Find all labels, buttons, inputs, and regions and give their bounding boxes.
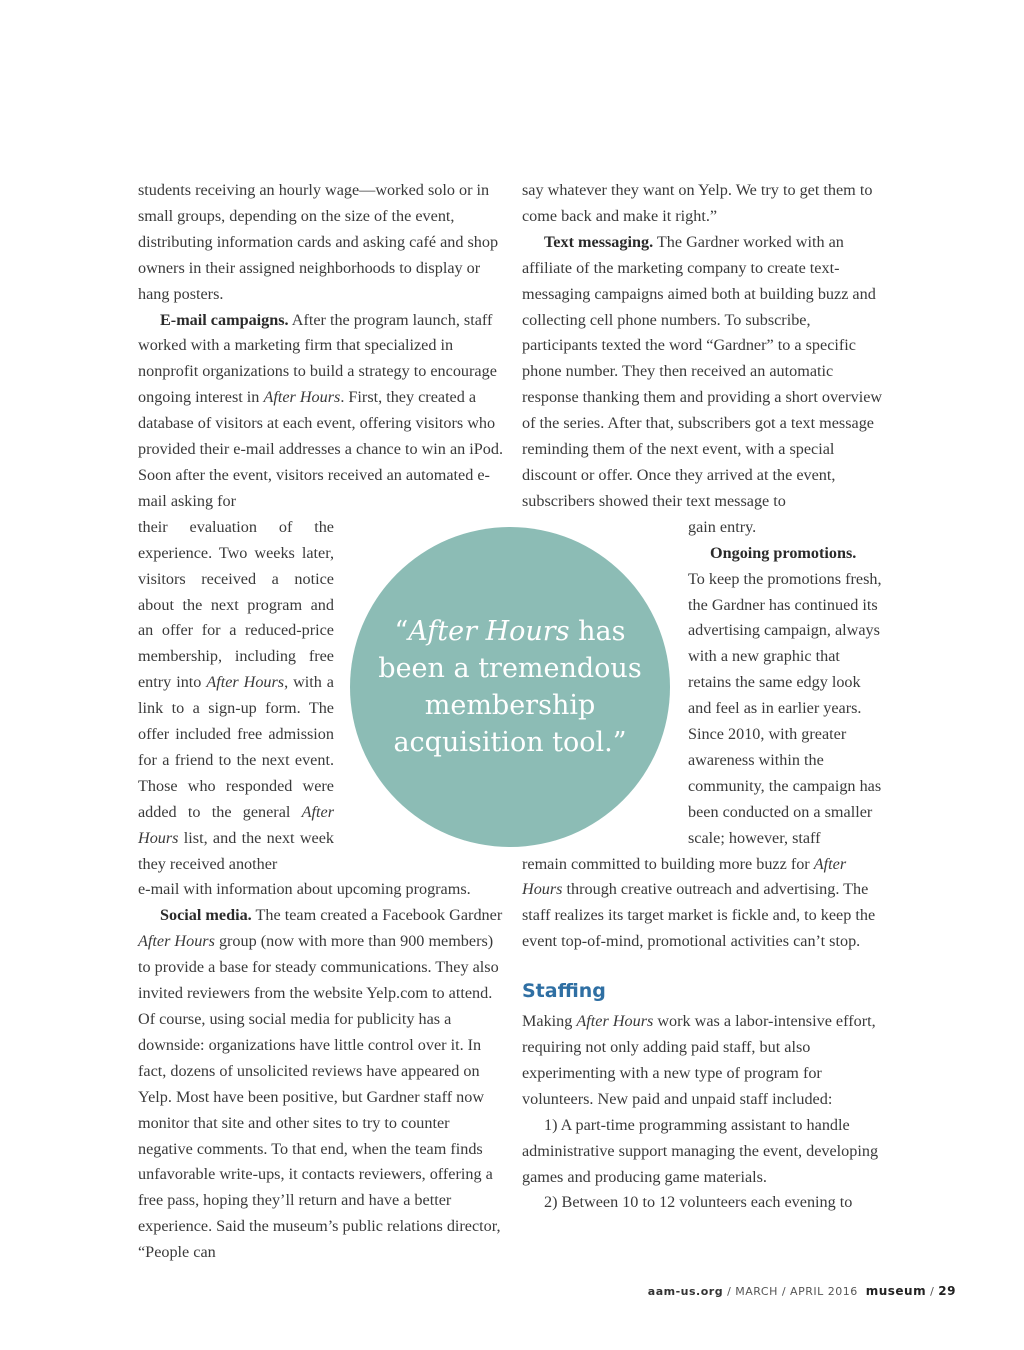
narrow-italic-1: After Hours <box>206 673 285 692</box>
staff-text-a: Making <box>522 1012 577 1031</box>
left-narrow-paragraph <box>138 515 334 878</box>
staff-italic: After Hours <box>576 1012 654 1031</box>
footer-page-number: 29 <box>938 1284 956 1298</box>
footer-magazine: museum <box>865 1284 927 1298</box>
ongoing-text: To keep the promotions fresh, the Gardner has continued its advertising campaign, always with a new graphic that retains the same edgy look and feel as in earlier years. Since 2010, with greater awareness within the community, the campaign has been conducted on a smaller scale; however, staff <box>688 569 882 847</box>
right-paragraph-1: say whatever they want on Yelp. We try to get them to come back and make it right.” <box>522 181 873 225</box>
pull-quote-circle <box>350 527 670 847</box>
pull-quote-rest: has been a tremendous membership acquisition tool.” <box>378 616 642 758</box>
pull-quote-text <box>365 613 655 761</box>
ongoing-heading: Ongoing promotions. <box>710 543 857 562</box>
right-paragraph-text <box>522 230 887 515</box>
gain-entry-text: gain entry. <box>688 517 757 536</box>
footer-separator-2: / <box>926 1285 939 1298</box>
social-text-a: The team created a Facebook Gardner <box>251 906 503 925</box>
narrow-italic-2: After Hours <box>138 802 334 847</box>
email-heading: E-mail campaigns. <box>160 310 289 329</box>
ongoing-heading-line <box>688 541 887 567</box>
staff-text-b: work was a labor-intensive effort, requiring not only adding paid staff, but also experimenting with a new type of program for volunteers. New paid and unpaid staff included: <box>522 1012 876 1108</box>
staffing-item-2: 2) Between 10 to 12 volunteers each evening to <box>544 1193 853 1212</box>
tail-text-a: remain committed to building more buzz for <box>522 854 814 873</box>
right-paragraph-tail <box>522 852 887 956</box>
email-text-a: After the program launch, staff worked with a marketing firm that specialized in nonprofit organizations to build a strategy to encourage ongoing interest in <box>138 310 497 407</box>
staffing-paragraph <box>522 1009 887 1113</box>
narrow-text-a: their evaluation of the experience. Two weeks later, visitors received a notice about the next program and an offer for a reduced-price membership, including free entry into <box>138 517 334 692</box>
left-paragraph-social <box>138 903 503 1266</box>
social-heading: Social media. <box>160 906 252 925</box>
staffing-heading: Staffing <box>522 980 606 1003</box>
social-italic: After Hours <box>138 932 215 951</box>
footer-site: aam-us.org <box>647 1285 724 1298</box>
footer-date: MARCH / APRIL 2016 <box>735 1285 858 1298</box>
left-paragraph-email <box>138 308 503 515</box>
left-paragraph-1: students receiving an hourly wage—worked solo or in small groups, depending on the size of the event, distributing information cards and asking café and shop owners in their assigned neighborhoods to display or hang posters. <box>138 181 499 303</box>
footer-separator-1: / <box>723 1285 736 1298</box>
page-footer <box>648 1284 956 1298</box>
left-paragraph-tail: e-mail with information about upcoming programs. <box>138 880 471 899</box>
staffing-item-1: 1) A part-time programming assistant to handle administrative support managing the event, developing games and producing game materials. <box>522 1115 879 1186</box>
social-text-b: group (now with more than 900 members) to provide a base for steady communications. They also invited reviewers from the website Yelp.com to attend. Of course, using social media for publicity has a downside: organizations have little control over it. In fact, dozens of unsolicited reviews have appeared on Yelp. Most have been positive, but Gardner staff now monitor that site and other sites to try to counter negative comments. To that end, when the team finds unfavorable write-ups, it contacts reviewers, offering a free pass, hoping they’ll return and have a better experience. Said the museum’s public relations director, “People can <box>138 932 501 1262</box>
narrow-text-c: list, and the next week they received another <box>138 828 334 873</box>
right-narrow-block <box>688 515 887 852</box>
pull-quote-open: “ <box>394 616 409 647</box>
tail-italic: After Hours <box>522 854 847 899</box>
email-italic: After Hours <box>263 388 341 407</box>
email-text-b: . First, they created a database of visitors at each event, offering visitors who provided their e-mail addresses a chance to win an iPod. Soon after the event, visitors received an automated e-mail asking for <box>138 388 504 510</box>
pull-quote-italic: After Hours <box>408 616 570 647</box>
text-messaging-text: The Gardner worked with an affiliate of the marketing company to create text-messaging campaigns aimed both at building buzz and collecting cell phone numbers. To subscribe, participants texted the word “Gardner” to a specific phone number. They then received an automatic response thanking them and providing a short overview of the series. After that, subscribers got a text message reminding them of the next event, with a special discount or offer. Once they arrived at the event, subscribers showed their text message to <box>522 232 883 510</box>
tail-text-b: through creative outreach and advertising. The staff realizes its target market is fickle and, to keep the event top-of-mind, promotional activities can’t stop. <box>522 880 876 951</box>
text-messaging-heading: Text messaging. <box>544 232 654 251</box>
narrow-text-b: , with a link to a sign-up form. The offer included free admission for a friend to the next event. Those who responded were added to the general <box>138 673 334 821</box>
